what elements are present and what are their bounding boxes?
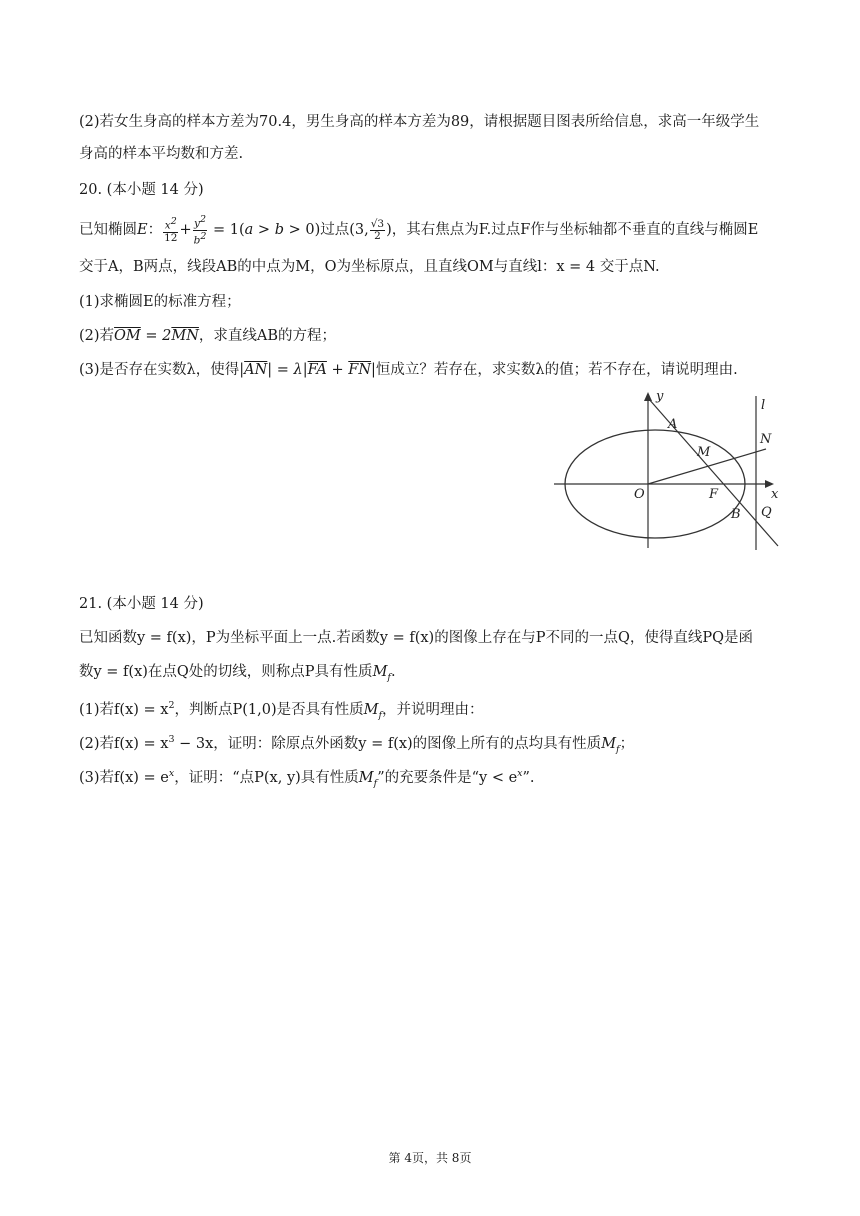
- q20-stem-tail: ，其右焦点为F.过点F作与坐标轴都不垂直的直线与椭圆E: [391, 222, 759, 238]
- q20-part3: [79, 360, 738, 380]
- label-o: O: [634, 487, 645, 502]
- label-m: M: [697, 445, 711, 460]
- q20-stem-line2: 交于A，B两点，线段AB的中点为M，O为坐标原点，且直线OM与直线l：x = 4 交于点N.: [79, 259, 660, 275]
- q21-header: 21. (本小题 14 分): [79, 596, 204, 612]
- q20-stem-prefix: 已知椭圆: [79, 222, 137, 238]
- label-f: F: [709, 487, 719, 502]
- point-coords: (3, $\frac{√3}{2}$ ): [349, 217, 392, 242]
- y2-over-b2: $\frac{y^2}{b^2}$: [193, 214, 207, 246]
- q21-part3: (3)若$f(x) = e^x$，证明：“点P(x, y)具有性质$M_f$”的充要条件是“$y < e^x$”.: [79, 768, 535, 789]
- q20-part2-prefix: (2)若: [79, 328, 115, 344]
- q21-stem-line2-text: 数y = f(x)在点Q处的切线，则称点P具有性质: [79, 664, 373, 680]
- q21-part1: (1)若$f(x) = x^2$，判断点P(1,0)是否具有性质$M_f$，并说明理由：: [79, 700, 484, 721]
- y-axis-arrow: [644, 392, 652, 401]
- q19-part2-line2: 身高的样本平均数和方差.: [79, 146, 244, 162]
- page-footer: 第 4页，共 8页: [388, 1151, 472, 1165]
- property-m-f: $M_f$: [358, 769, 378, 789]
- q20-header: 20. (本小题 14 分): [79, 182, 204, 198]
- q20-part2: [79, 326, 336, 346]
- q21-part3-post: ”的充要条件是“y < e: [377, 769, 518, 786]
- property-m-f: $M_f$: [363, 701, 383, 721]
- property-m-f: $M_f$: [372, 664, 391, 683]
- x2-over-12: $\frac{x^2}{12}$: [164, 216, 178, 244]
- q21-part1-suffix: ，并说明理由：: [382, 701, 484, 718]
- q20-stem-line1: 已知椭圆E： $\frac{x^2}{12}$ + $\frac{y^2}{b^2}$ = 1(a > b > 0)过点(3, $\frac{√3}{2}$ )，其右焦点为F.过点F作与坐标轴都不垂直的直线与椭圆E: [79, 214, 759, 246]
- q20-part1: (1)求椭圆E的标准方程；: [79, 294, 241, 310]
- q21-part2-mid: − 3x，证明：除原点外函数y = f(x)的图像上所有的点均具有性质: [174, 735, 602, 752]
- property-m-f: $M_f$: [601, 735, 620, 755]
- vector-equation: $\overline{OM} = 2\overline{MN}$: [114, 328, 199, 344]
- q21-part1-mid: ，判断点P(1,0)是否具有性质: [174, 701, 364, 718]
- vector-condition: $|\overline{AN}| = \lambda|\overline{FA} + \overline{FN}|$: [239, 362, 376, 378]
- q20-part3-suffix: 恒成立？若存在，求实数λ的值；若不存在，请说明理由.: [375, 362, 738, 378]
- label-y: y: [656, 389, 664, 404]
- ellipse-equation-rest: = 1(a > b > 0): [208, 222, 321, 238]
- q19-part2-line1: (2)若女生身高的样本方差为70.4，男生身高的样本方差为89，请根据题目图表所给信息，求高一年级学生: [79, 114, 760, 130]
- ellipse-figure: [552, 388, 784, 552]
- q21-part3-prefix: (3)若f(x) = e: [79, 769, 169, 786]
- label-n: N: [760, 432, 772, 447]
- q21-stem-line1: 已知函数y = f(x)，P为坐标平面上一点.若函数y = f(x)的图像上存在与P不同的一点Q，使得直线PQ是函: [79, 630, 753, 646]
- q21-part1-prefix: (1)若f(x) = x: [79, 701, 169, 718]
- q21-part3-end: ”.: [522, 769, 535, 786]
- q21-part2: (2)若$f(x) = x^3 - 3x$，证明：除原点外函数y = f(x)的图像上所有的点均具有性质$M_f$；: [79, 734, 635, 755]
- label-a: A: [668, 417, 678, 432]
- label-q: Q: [761, 505, 772, 520]
- label-x: x: [771, 487, 779, 502]
- label-b: B: [731, 507, 741, 522]
- q20-pass-through: 过点: [320, 222, 350, 238]
- q21-part3-mid: ，证明：“点P(x, y)具有性质: [174, 769, 359, 786]
- q21-stem-line2: 数y = f(x)在点Q处的切线，则称点P具有性质$M_f$.: [79, 664, 396, 683]
- label-l: l: [761, 398, 766, 413]
- ellipse-name: E: [137, 222, 148, 238]
- q20-part2-suffix: ，求直线AB的方程；: [198, 328, 337, 344]
- q21-part2-prefix: (2)若f(x) = x: [79, 735, 169, 752]
- q20-part3-prefix: (3)是否存在实数λ，使得: [79, 362, 240, 378]
